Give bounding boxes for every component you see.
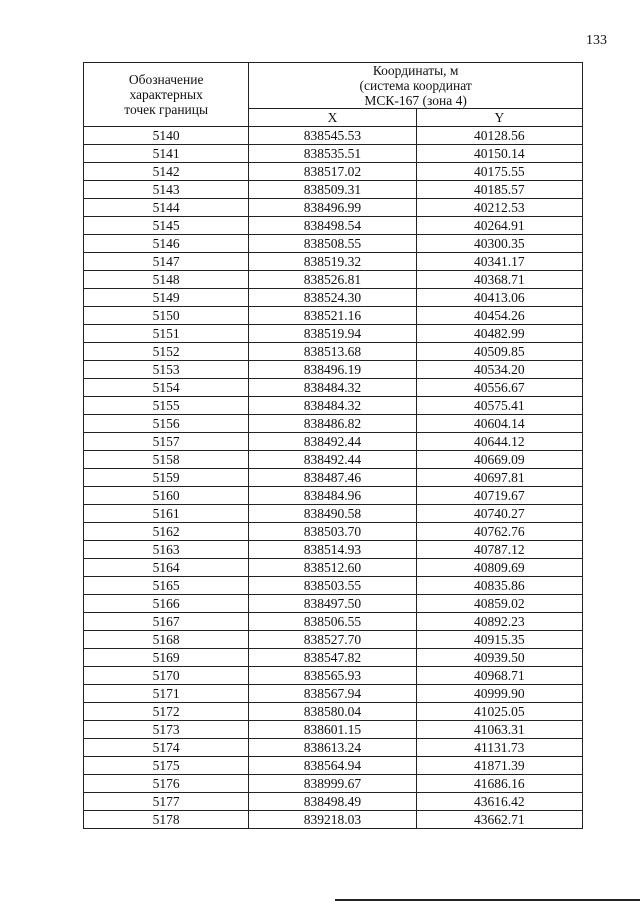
table-row [84,343,583,361]
y-coordinate-cell: 41686.16 [416,775,582,793]
x-coordinate-cell: 838498.54 [249,217,416,235]
point-id-cell: 5167 [84,613,249,631]
x-coordinate-cell: 838580.04 [249,703,416,721]
point-id-cell: 5171 [84,685,249,703]
y-coordinate-cell: 40341.17 [416,253,582,271]
point-id-cell: 5141 [84,145,249,163]
y-coordinate-cell: 40999.90 [416,685,582,703]
y-coordinate-cell: 40835.86 [416,577,582,595]
y-column-header: Y [416,109,582,127]
table-row [84,523,583,541]
table-row [84,307,583,325]
y-coordinate-cell: 40644.12 [416,433,582,451]
table-row [84,289,583,307]
y-coordinate-cell: 40859.02 [416,595,582,613]
table-row [84,793,583,811]
x-coordinate-cell: 838490.58 [249,505,416,523]
y-coordinate-cell: 40968.71 [416,667,582,685]
y-coordinate-cell: 40604.14 [416,415,582,433]
x-coordinate-cell: 838547.82 [249,649,416,667]
table-row [84,685,583,703]
point-id-cell: 5170 [84,667,249,685]
table-row [84,631,583,649]
x-coordinate-cell: 838527.70 [249,631,416,649]
point-id-cell: 5173 [84,721,249,739]
y-coordinate-cell: 41063.31 [416,721,582,739]
coordinates-table [83,62,583,829]
y-coordinate-cell: 40762.76 [416,523,582,541]
point-id-header-line-2: характерных [129,87,203,102]
x-coordinate-cell: 838535.51 [249,145,416,163]
point-id-cell: 5175 [84,757,249,775]
point-id-cell: 5178 [84,811,249,829]
table-body [84,127,583,829]
y-coordinate-cell: 41871.39 [416,757,582,775]
x-coordinate-cell: 839218.03 [249,811,416,829]
x-coordinate-cell: 838613.24 [249,739,416,757]
table-row [84,667,583,685]
y-coordinate-cell: 40740.27 [416,505,582,523]
point-id-cell: 5166 [84,595,249,613]
x-coordinate-cell: 838512.60 [249,559,416,577]
point-id-cell: 5159 [84,469,249,487]
y-coordinate-cell: 40413.06 [416,289,582,307]
x-coordinate-cell: 838509.31 [249,181,416,199]
x-coordinate-cell: 838484.32 [249,379,416,397]
table-row [84,271,583,289]
y-coordinate-cell: 41131.73 [416,739,582,757]
table-row [84,181,583,199]
x-coordinate-cell: 838503.55 [249,577,416,595]
x-coordinate-cell: 838514.93 [249,541,416,559]
point-id-header [84,63,249,127]
point-id-cell: 5145 [84,217,249,235]
y-coordinate-cell: 40787.12 [416,541,582,559]
table-row [84,541,583,559]
table-row [84,127,583,145]
x-coordinate-cell: 838517.02 [249,163,416,181]
table-row [84,649,583,667]
y-coordinate-cell: 40264.91 [416,217,582,235]
y-coordinate-cell: 40150.14 [416,145,582,163]
point-id-header-line-1: Обозначение [128,72,204,87]
x-coordinate-cell: 838487.46 [249,469,416,487]
table-row [84,739,583,757]
point-id-cell: 5160 [84,487,249,505]
table-row [84,379,583,397]
x-coordinate-cell: 838484.32 [249,397,416,415]
x-coordinate-cell: 838503.70 [249,523,416,541]
point-id-cell: 5161 [84,505,249,523]
coordinates-header-line-2: (система координат [359,78,472,93]
y-coordinate-cell: 40175.55 [416,163,582,181]
x-coordinate-cell: 838513.68 [249,343,416,361]
point-id-cell: 5158 [84,451,249,469]
table-row [84,469,583,487]
y-coordinate-cell: 40534.20 [416,361,582,379]
point-id-cell: 5154 [84,379,249,397]
point-id-cell: 5168 [84,631,249,649]
point-id-cell: 5147 [84,253,249,271]
x-coordinate-cell: 838519.94 [249,325,416,343]
table-row [84,559,583,577]
table-header-row [84,63,583,109]
table-row [84,577,583,595]
x-coordinate-cell: 838524.30 [249,289,416,307]
table-row [84,703,583,721]
table-row [84,433,583,451]
footer-rule [335,899,640,901]
y-coordinate-cell: 40300.35 [416,235,582,253]
x-coordinate-cell: 838526.81 [249,271,416,289]
coordinates-group-header [249,63,583,109]
coordinates-header-line-3: МСК-167 (зона 4) [364,93,467,108]
table-row [84,253,583,271]
y-coordinate-cell: 40939.50 [416,649,582,667]
y-coordinate-cell: 40128.56 [416,127,582,145]
point-id-cell: 5153 [84,361,249,379]
y-coordinate-cell: 40185.57 [416,181,582,199]
table-row [84,721,583,739]
table-row [84,613,583,631]
point-id-cell: 5176 [84,775,249,793]
table-row [84,505,583,523]
y-coordinate-cell: 40575.41 [416,397,582,415]
table-row [84,811,583,829]
point-id-cell: 5150 [84,307,249,325]
table-row [84,235,583,253]
y-coordinate-cell: 41025.05 [416,703,582,721]
point-id-cell: 5143 [84,181,249,199]
table-row [84,757,583,775]
point-id-cell: 5157 [84,433,249,451]
x-coordinate-cell: 838506.55 [249,613,416,631]
table-row [84,775,583,793]
y-coordinate-cell: 40454.26 [416,307,582,325]
point-id-cell: 5152 [84,343,249,361]
point-id-cell: 5156 [84,415,249,433]
point-id-cell: 5142 [84,163,249,181]
point-id-cell: 5165 [84,577,249,595]
page-number: 133 [586,33,607,48]
x-coordinate-cell: 838567.94 [249,685,416,703]
table-row [84,325,583,343]
y-coordinate-cell: 40509.85 [416,343,582,361]
point-id-cell: 5146 [84,235,249,253]
y-coordinate-cell: 40482.99 [416,325,582,343]
table-row [84,451,583,469]
table-row [84,397,583,415]
table-row [84,217,583,235]
point-id-cell: 5177 [84,793,249,811]
y-coordinate-cell: 40556.67 [416,379,582,397]
point-id-cell: 5164 [84,559,249,577]
x-coordinate-cell: 838565.93 [249,667,416,685]
x-column-header: X [249,109,416,127]
y-coordinate-cell: 40719.67 [416,487,582,505]
y-coordinate-cell: 40669.09 [416,451,582,469]
y-coordinate-cell: 40809.69 [416,559,582,577]
x-coordinate-cell: 838519.32 [249,253,416,271]
point-id-cell: 5172 [84,703,249,721]
point-id-cell: 5149 [84,289,249,307]
table-row [84,361,583,379]
y-coordinate-cell: 40212.53 [416,199,582,217]
x-coordinate-cell: 838492.44 [249,451,416,469]
x-coordinate-cell: 838496.99 [249,199,416,217]
point-id-cell: 5174 [84,739,249,757]
table-row [84,145,583,163]
point-id-cell: 5151 [84,325,249,343]
table-row [84,199,583,217]
point-id-cell: 5163 [84,541,249,559]
x-coordinate-cell: 838486.82 [249,415,416,433]
table-row [84,487,583,505]
y-coordinate-cell: 40915.35 [416,631,582,649]
x-coordinate-cell: 838492.44 [249,433,416,451]
y-coordinate-cell: 43662.71 [416,811,582,829]
table-row [84,415,583,433]
x-coordinate-cell: 838601.15 [249,721,416,739]
table-row [84,163,583,181]
x-coordinate-cell: 838508.55 [249,235,416,253]
point-id-cell: 5140 [84,127,249,145]
point-id-cell: 5144 [84,199,249,217]
x-coordinate-cell: 838496.19 [249,361,416,379]
coordinates-header-line-1: Координаты, м [372,63,459,78]
table-row [84,595,583,613]
x-coordinate-cell: 838497.50 [249,595,416,613]
y-coordinate-cell: 40697.81 [416,469,582,487]
y-coordinate-cell: 40368.71 [416,271,582,289]
x-coordinate-cell: 838498.49 [249,793,416,811]
y-coordinate-cell: 43616.42 [416,793,582,811]
point-id-header-line-3: точек границы [124,102,209,117]
point-id-cell: 5169 [84,649,249,667]
point-id-cell: 5155 [84,397,249,415]
x-coordinate-cell: 838484.96 [249,487,416,505]
x-coordinate-cell: 838521.16 [249,307,416,325]
y-coordinate-cell: 40892.23 [416,613,582,631]
point-id-cell: 5162 [84,523,249,541]
x-coordinate-cell: 838564.94 [249,757,416,775]
point-id-cell: 5148 [84,271,249,289]
x-coordinate-cell: 838999.67 [249,775,416,793]
x-coordinate-cell: 838545.53 [249,127,416,145]
